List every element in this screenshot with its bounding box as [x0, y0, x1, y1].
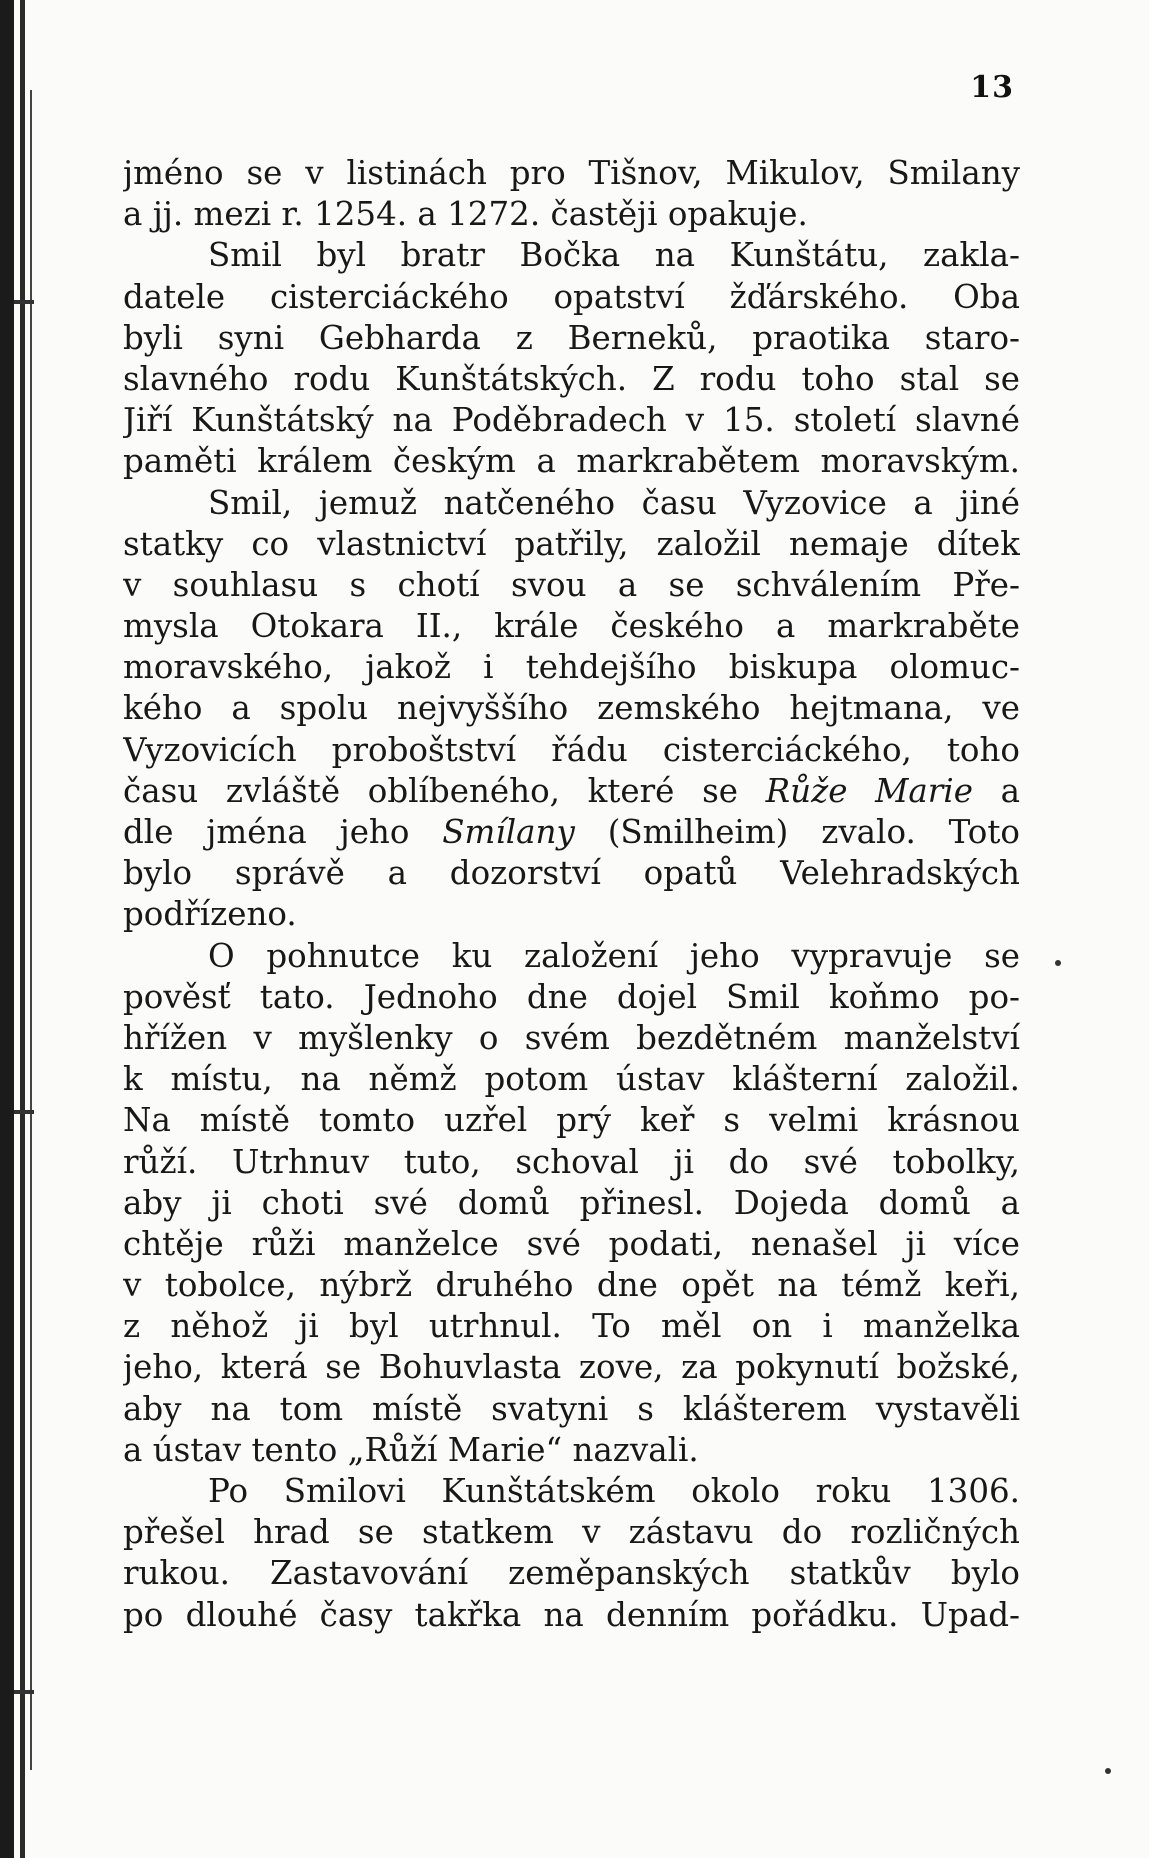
- text-line: datele cisterciáckého opatství žďárského. Oba: [123, 277, 1020, 316]
- text-line: k místu, na němž potom ústav klášterní založil.: [123, 1060, 1020, 1099]
- binding-edge: [0, 0, 14, 1858]
- text-line: a ústav tento „Růží Marie“ nazvali.: [123, 1430, 699, 1469]
- body-text: [123, 153, 1020, 1636]
- text-line: Po Smilovi Kunštátském okolo roku 1306.: [208, 1472, 1020, 1510]
- text-line: hřížen v myšlenky o svém bezdětném manželství: [123, 1018, 1020, 1057]
- ink-speck: [1055, 960, 1061, 966]
- text-line: po dlouhé časy takřka na denním pořádku. Upad-: [123, 1595, 1020, 1634]
- text-segment: a: [972, 771, 1020, 810]
- text-line: aby ji choti své domů přinesl. Dojeda domů a: [123, 1183, 1020, 1222]
- text-line: jméno se v listinách pro Tišnov, Mikulov, Smilany: [123, 154, 1020, 192]
- italic-name: Smílany: [442, 813, 575, 851]
- binding-notch: [14, 1110, 34, 1114]
- text-line: Smil, jemuž natčeného času Vyzovice a jiné: [208, 483, 1020, 522]
- italic-name: Růže Marie: [765, 771, 973, 810]
- text-line: [123, 771, 1020, 812]
- binding-notch: [14, 1690, 34, 1694]
- text-segment: (Smilheim) zvalo. Toto: [574, 813, 1020, 851]
- text-line: pověsť tato. Jednoho dne dojel Smil koňmo po-: [123, 977, 1020, 1016]
- binding-notch: [14, 300, 34, 304]
- ink-speck: [1105, 1768, 1111, 1774]
- text-line: slavného rodu Kunštátských. Z rodu toho stal se: [123, 359, 1020, 398]
- text-line: bylo správě a dozorství opatů Velehradských: [123, 854, 1020, 893]
- text-line: byli syni Gebharda z Berneků, praotika staro-: [123, 318, 1020, 357]
- text-line: Smil byl bratr Bočka na Kunštátu, zakla-: [208, 236, 1020, 275]
- text-line: a jj. mezi r. 1254. a 1272. častěji opakuje.: [123, 195, 808, 234]
- text-line: [123, 812, 1020, 853]
- text-line: rukou. Zastavování zeměpanských statkův bylo: [123, 1554, 1020, 1593]
- text-line: přešel hrad se statkem v zástavu do rozličných: [123, 1513, 1020, 1552]
- text-line: chtěje růži manželce své podati, nenašel ji více: [123, 1224, 1020, 1263]
- text-line: z něhož ji byl utrhnul. To měl on i manželka: [123, 1307, 1020, 1346]
- text-line: O pohnutce ku založení jeho vypravuje se: [208, 936, 1020, 975]
- text-line: Na místě tomto uzřel prý keř s velmi krásnou: [123, 1101, 1020, 1140]
- text-line: moravského, jakož i tehdejšího biskupa olomuc-: [123, 648, 1020, 687]
- binding-line: [20, 0, 25, 1858]
- binding-line-inner: [30, 90, 32, 1770]
- page-number: 13: [970, 70, 1014, 105]
- text-line: v souhlasu s chotí svou a se schválením Pře-: [123, 565, 1020, 604]
- text-line: růží. Utrhnuv tuto, schoval ji do své tobolky,: [123, 1142, 1020, 1181]
- text-line: mysla Otokara II., krále českého a markraběte: [123, 607, 1020, 646]
- text-line: Jiří Kunštátský na Poděbradech v 15. století slavné: [123, 401, 1020, 440]
- text-line: paměti králem českým a markrabětem moravským.: [123, 442, 1020, 481]
- text-line: statky co vlastnictví patřily, založil nemaje dítek: [123, 524, 1020, 563]
- text-line: aby na tom místě svatyni s klášterem vystavěli: [123, 1389, 1020, 1428]
- text-segment: dle jména jeho: [123, 813, 443, 851]
- text-line: Vyzovicích proboštství řádu cisterciáckého, toho: [123, 730, 1020, 769]
- text-line: jeho, která se Bohuvlasta zove, za pokynutí božské,: [123, 1348, 1020, 1387]
- text-line: kého a spolu nejvyššího zemského hejtmana, ve: [123, 689, 1020, 728]
- text-line: v tobolce, nýbrž druhého dne opět na témž keři,: [123, 1266, 1020, 1305]
- text-line: podřízeno.: [123, 895, 297, 934]
- text-segment: času zvláště oblíbeného, které se: [123, 771, 766, 810]
